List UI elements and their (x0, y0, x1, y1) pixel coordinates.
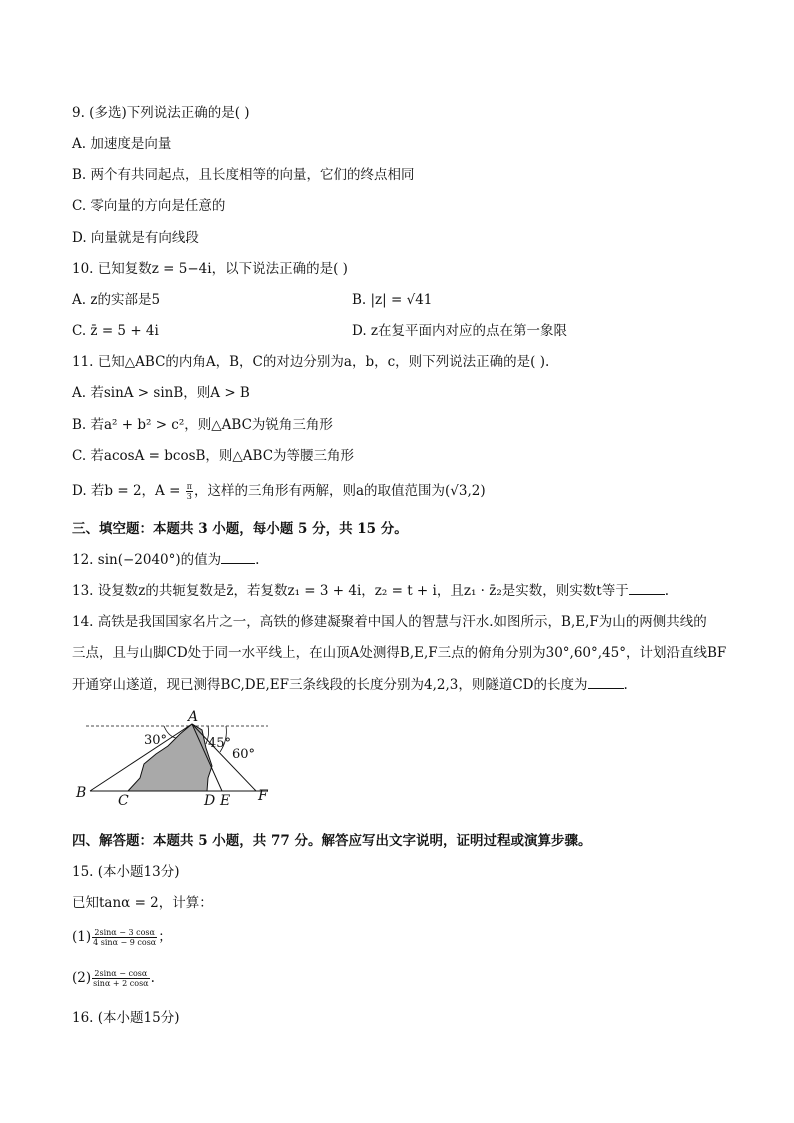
q14-answer-blank[interactable] (588, 676, 624, 689)
mountain-tunnel-figure (72, 708, 282, 812)
q14-line1: 14. 高铁是我国国家名片之一，高铁的修建凝聚着中国人的智慧与汗水.如图所示，B,E,F为山的两侧共线的 (72, 614, 707, 630)
q11-option-d-suffix: ，这样的三角形有两解，则a的取值范围为(√3,2) (193, 483, 486, 499)
q14-text: 开通穿山遂道，现已测得BC,DE,EF三条线段的长度分别为4,2,3，则隧道CD的长度为 (72, 677, 588, 693)
angle-label-30: 30° (144, 733, 168, 748)
q9-option-d: D. 向量就是有向线段 (72, 230, 199, 246)
q11-option-b: B. 若a² + b² > c²，则△ABC为锐角三角形 (72, 417, 333, 433)
q10-option-a: A. z的实部是5 (72, 292, 161, 308)
q9-option-b: B. 两个有共同起点，且长度相等的向量，它们的终点相同 (72, 167, 415, 183)
q11-stem: 11. 已知△ABC的内角A，B，C的对边分别为a，b，c，则下列说法正确的是( ). (72, 354, 550, 370)
pi-over-3-fraction (186, 482, 193, 501)
label-c: C (118, 793, 129, 809)
q14-end: . (623, 677, 628, 693)
q15-given: 已知tanα = 2，计算： (72, 895, 213, 911)
q12-text: 12. sin(−2040°)的值为 (72, 552, 222, 568)
q12-end: . (255, 552, 260, 568)
q10-option-d: D. z在复平面内对应的点在第一象限 (352, 323, 568, 339)
q15-title: 15. (本小题13分) (72, 864, 180, 880)
q11-option-d-prefix: D. 若b = 2，A = (72, 483, 185, 499)
q15-part1-end: ； (158, 929, 172, 945)
label-a: A (188, 709, 199, 725)
q16-title: 16. (本小题15分) (72, 1010, 180, 1026)
q15-part2-label: (2) (72, 970, 92, 986)
q14-line2: 三点，且与山脚CD处于同一水平线上，在山顶A处测得B,E,F三点的俯角分别为30°,60°,45°，计划沿直线BF (72, 645, 727, 661)
q15-part1-fraction (92, 928, 157, 947)
angle-label-60: 60° (232, 747, 256, 762)
q11-option-d (72, 482, 486, 501)
q11-option-c: C. 若acosA = bcosB，则△ABC为等腰三角形 (72, 448, 355, 464)
fraction-denominator: sinα + 2 cosα (93, 979, 149, 988)
section4-heading: 四、解答题：本题共 5 小题，共 77 分。解答应写出文字说明，证明过程或演算步骤。 (72, 833, 592, 849)
q14-line3 (72, 676, 628, 694)
q15-part1 (72, 928, 172, 947)
q9-option-a: A. 加速度是向量 (72, 136, 172, 152)
q12-answer-blank[interactable] (221, 551, 255, 564)
fraction-numerator: 2sinα − cosα (92, 969, 149, 979)
q13-line (72, 582, 669, 600)
angle-label-45: 45° (208, 736, 232, 751)
q10-option-c: C. z̄ = 5 + 4i (72, 323, 159, 339)
q9-stem: 9. (多选)下列说法正确的是( ) (72, 105, 250, 121)
fraction-numerator: 2sinα − 3 cosα (92, 928, 157, 938)
q10-stem: 10. 已知复数z = 5−4i，以下说法正确的是( ) (72, 261, 348, 277)
fraction-denominator: 3 (186, 492, 192, 501)
label-e: E (220, 793, 231, 809)
label-d: D (204, 793, 216, 809)
q15-part2 (72, 969, 155, 988)
q15-part2-fraction (92, 969, 149, 988)
mountain-diagram (72, 708, 282, 812)
fraction-numerator: π (186, 482, 192, 491)
q12-line (72, 551, 259, 569)
q15-part2-end: . (150, 970, 155, 986)
q10-option-b: B. |z| = √41 (352, 292, 433, 308)
q13-text: 13. 设复数z的共轭复数是z̄，若复数z₁ = 3 + 4i，z₂ = t + i，且z₁ · z̄₂是实数，则实数t等于 (72, 583, 629, 599)
q11-option-a: A. 若sinA > sinB，则A > B (72, 385, 250, 401)
section3-heading: 三、填空题：本题共 3 小题，每小题 5 分，共 15 分。 (72, 521, 408, 537)
q13-end: . (664, 583, 669, 599)
q9-option-c: C. 零向量的方向是任意的 (72, 198, 226, 214)
label-b: B (76, 785, 87, 801)
q13-answer-blank[interactable] (629, 582, 665, 595)
label-f: F (258, 788, 268, 804)
q15-part1-label: (1) (72, 929, 92, 945)
fraction-denominator: 4 sinα − 9 cosα (93, 938, 157, 947)
